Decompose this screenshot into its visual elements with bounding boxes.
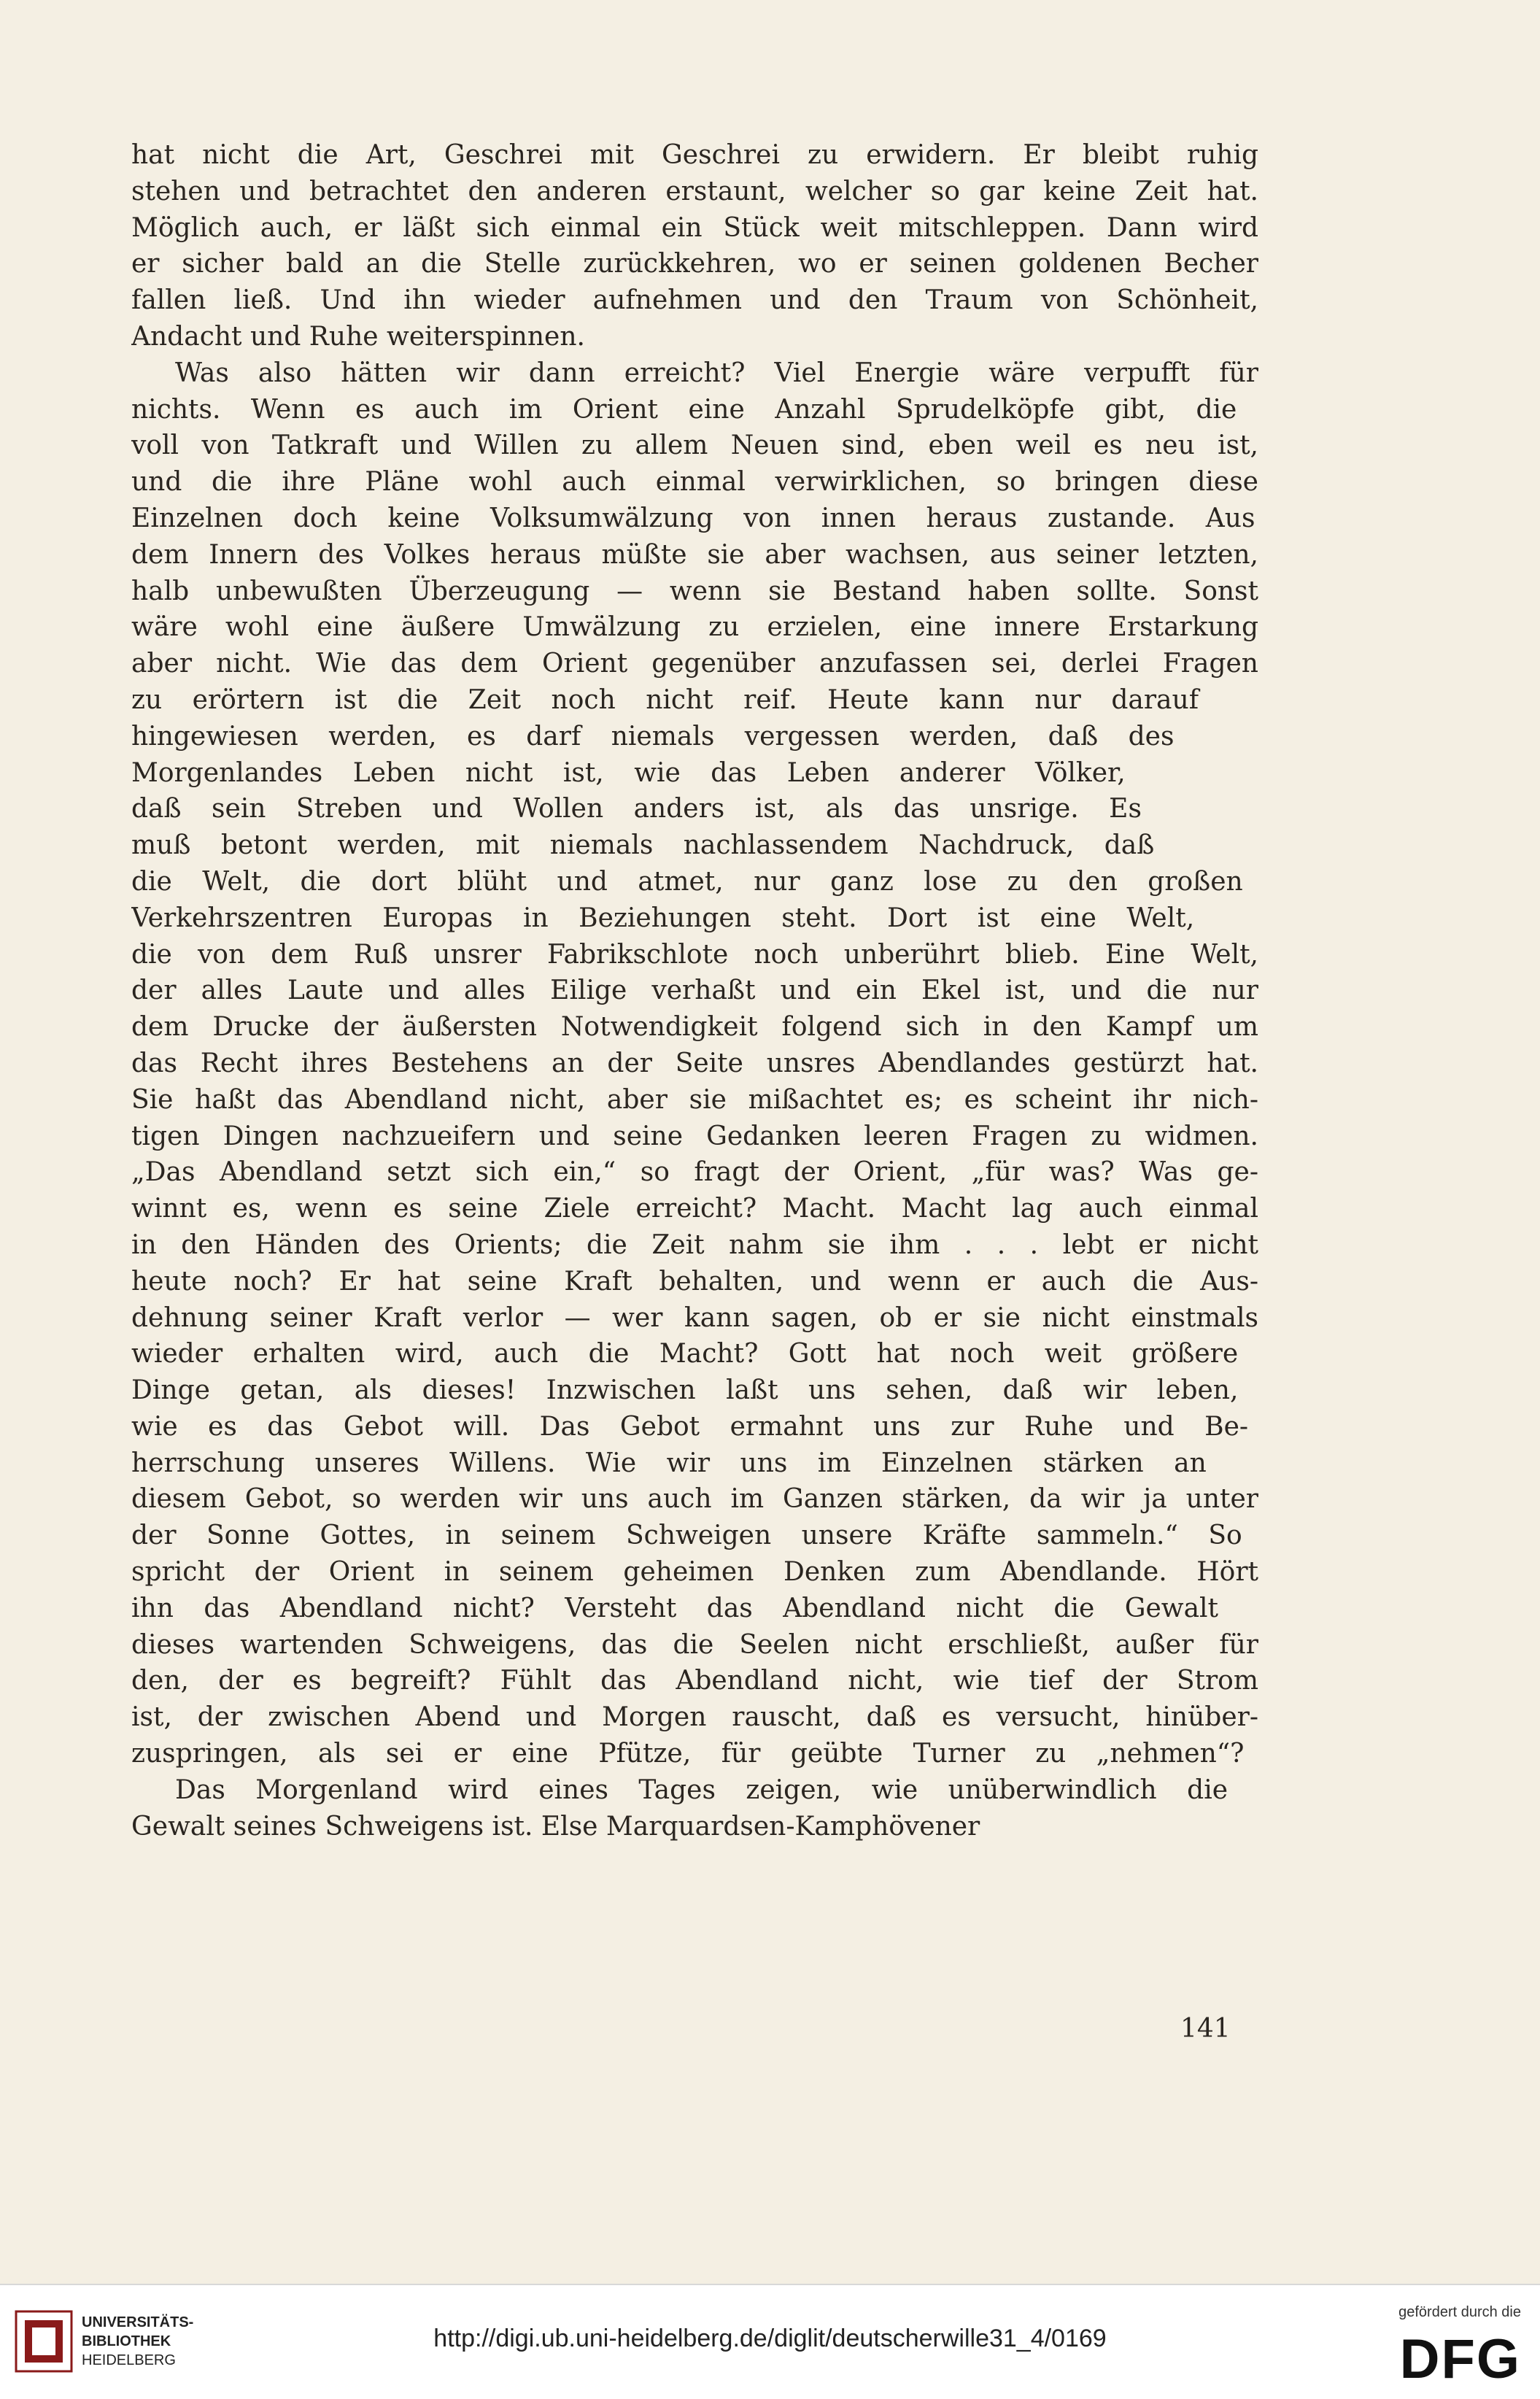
text-line: das Recht ihres Bestehens an der Seite unsres Abendlandes gestürzt hat.: [131, 1048, 1258, 1078]
text-line: wieder erhalten wird, auch die Macht? Gott hat noch weit größere: [131, 1339, 1239, 1370]
text-line: herrschung unseres Willens. Wie wir uns im Einzelnen stärken an: [131, 1448, 1207, 1478]
text-line: den, der es begreift? Fühlt das Abendland nicht, wie tief der Strom: [131, 1666, 1258, 1696]
text-line: wie es das Gebot will. Das Gebot ermahnt uns zur Ruhe und Be-: [131, 1411, 1249, 1442]
text-line: stehen und betrachtet den anderen erstaunt, welcher so gar keine Zeit hat.: [131, 176, 1258, 206]
text-line: zu erörtern ist die Zeit noch nicht reif. Heute kann nur darauf: [131, 684, 1199, 715]
page-number: 141: [1180, 2014, 1231, 2044]
text-line: Das Morgenland wird eines Tages zeigen, wie unüberwindlich die: [175, 1774, 1228, 1805]
text-line: aber nicht. Wie das dem Orient gegenüber anzufassen sei, derlei Fragen: [131, 649, 1258, 679]
text-line: Verkehrszentren Europas in Beziehungen steht. Dort ist eine Welt,: [131, 903, 1195, 933]
text-line: der Sonne Gottes, in seinem Schweigen unsere Kräfte sammeln.“ So: [131, 1521, 1242, 1551]
text-line: dieses wartenden Schweigens, das die Seelen nicht erschließt, außer für: [131, 1629, 1258, 1660]
text-line: Morgenlandes Leben nicht ist, wie das Leben anderer Völker,: [131, 757, 1126, 788]
text-line: Sie haßt das Abendland nicht, aber sie mißachtet es; es scheint ihr nich-: [131, 1084, 1258, 1115]
text-line: in den Händen des Orients; die Zeit nahm sie ihm . . . lebt er nicht: [131, 1229, 1258, 1260]
text-line: dem Drucke der äußersten Notwendigkeit folgend sich in den Kampf um: [131, 1012, 1258, 1043]
text-line: daß sein Streben und Wollen anders ist, als das unsrige. Es: [131, 794, 1142, 824]
text-line: ihn das Abendland nicht? Versteht das Abendland nicht die Gewalt: [131, 1593, 1219, 1623]
text-line: Möglich auch, er läßt sich einmal ein Stück weit mitschleppen. Dann wird: [131, 212, 1258, 243]
document-url-link[interactable]: http://digi.ub.uni-heidelberg.de/diglit/deutscherwille31_4/0169: [433, 2325, 1107, 2352]
text-line: dehnung seiner Kraft verlor — wer kann sagen, ob er sie nicht einstmals: [131, 1302, 1258, 1333]
text-line: diesem Gebot, so werden wir uns auch im Ganzen stärken, da wir ja unter: [131, 1484, 1258, 1515]
text-line: er sicher bald an die Stelle zurückkehren, wo er seinen goldenen Becher: [131, 249, 1258, 279]
dfg-logo: DFG: [1399, 2328, 1521, 2390]
text-line: halb unbewußten Überzeugung — wenn sie Bestand haben sollte. Sonst: [131, 576, 1258, 606]
text-line: Einzelnen doch keine Volksumwälzung von innen heraus zustande. Aus: [131, 503, 1255, 533]
text-line: hat nicht die Art, Geschrei mit Geschrei zu erwidern. Er bleibt ruhig: [131, 140, 1258, 170]
viewer-footer: [0, 2284, 1540, 2399]
text-line: Dinge getan, als dieses! Inzwischen laßt uns sehen, daß wir leben,: [131, 1375, 1239, 1406]
funded-by-label: gefördert durch die: [1398, 2304, 1521, 2320]
text-line: spricht der Orient in seinem geheimen Denken zum Abendlande. Hört: [131, 1557, 1258, 1588]
text-line: Andacht und Ruhe weiterspinnen.: [131, 321, 585, 352]
text-line: dem Innern des Volkes heraus müßte sie aber wachsen, aus seiner letzten,: [131, 539, 1258, 570]
text-line: und die ihre Pläne wohl auch einmal verwirklichen, so bringen diese: [131, 467, 1258, 498]
text-line: die von dem Ruß unsrer Fabrikschlote noch unberührt blieb. Eine Welt,: [131, 939, 1258, 970]
text-line: wäre wohl eine äußere Umwälzung zu erzielen, eine innere Erstarkung: [131, 612, 1258, 643]
text-line: der alles Laute und alles Eilige verhaßt und ein Ekel ist, und die nur: [131, 976, 1258, 1006]
text-line: hingewiesen werden, es darf niemals vergessen werden, daß des: [131, 721, 1175, 752]
library-name-line: HEIDELBERG: [82, 2352, 176, 2368]
body-text: [131, 137, 1258, 1844]
text-line: muß betont werden, mit niemals nachlassendem Nachdruck, daß: [131, 830, 1155, 861]
text-line: heute noch? Er hat seine Kraft behalten, und wenn er auch die Aus-: [131, 1266, 1258, 1297]
text-line: fallen ließ. Und ihn wieder aufnehmen und den Traum von Schönheit,: [131, 285, 1258, 316]
library-name-line: UNIVERSITÄTS-: [82, 2314, 194, 2330]
text-line: die Welt, die dort blüht und atmet, nur ganz lose zu den großen: [131, 866, 1243, 897]
text-line: voll von Tatkraft und Willen zu allem Neuen sind, eben weil es neu ist,: [131, 430, 1258, 461]
text-line: nichts. Wenn es auch im Orient eine Anzahl Sprudelköpfe gibt, die: [131, 394, 1237, 425]
text-line: „Das Abendland setzt sich ein,“ so fragt der Orient, „für was? Was ge-: [131, 1157, 1258, 1188]
text-line: Was also hätten wir dann erreicht? Viel Energie wäre verpufft für: [175, 358, 1258, 388]
text-line: zuspringen, als sei er eine Pfütze, für geübte Turner zu „nehmen“?: [131, 1739, 1245, 1769]
text-line: ist, der zwischen Abend und Morgen rauscht, daß es versucht, hinüber-: [131, 1702, 1258, 1733]
text-line: tigen Dingen nachzueifern und seine Gedanken leeren Fragen zu widmen.: [131, 1121, 1258, 1151]
library-name-line: BIBLIOTHEK: [82, 2333, 171, 2349]
text-line: winnt es, wenn es seine Ziele erreicht? Macht. Macht lag auch einmal: [131, 1194, 1258, 1224]
text-line: Gewalt seines Schweigens ist. Else Marquardsen-Kamphövener: [131, 1811, 980, 1842]
